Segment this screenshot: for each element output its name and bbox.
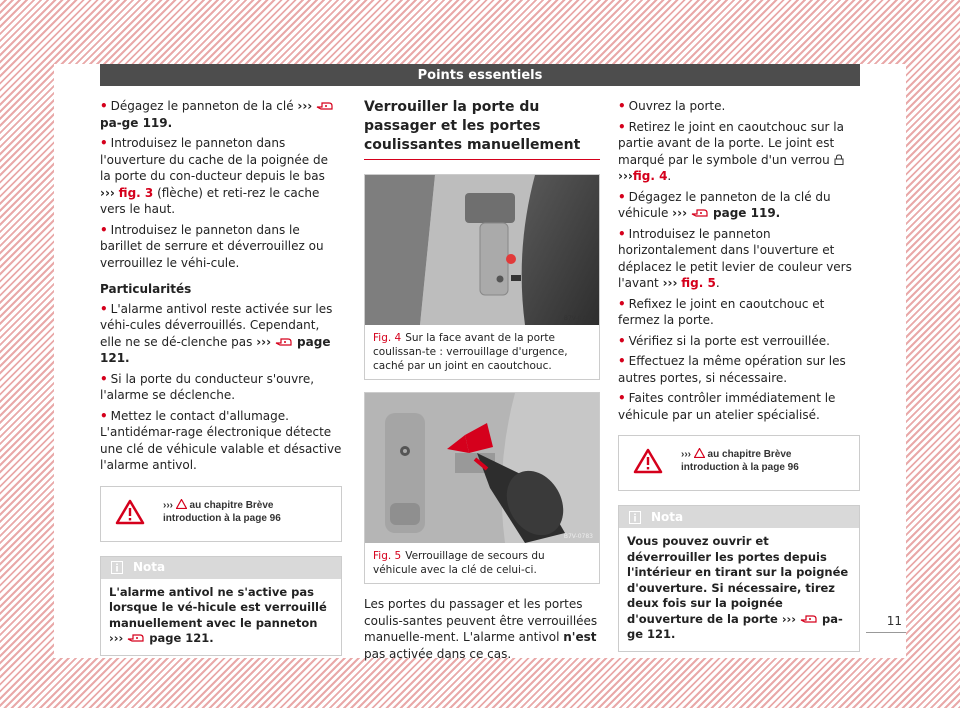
hand-pointer-icon	[800, 613, 818, 624]
door-lock-photo	[365, 175, 599, 325]
list-item: • Vérifiez si la porte est verrouillée.	[618, 333, 830, 348]
hand-pointer-icon	[275, 336, 293, 347]
section-subheading: Particularités	[100, 282, 192, 296]
note-box	[100, 556, 342, 656]
figure-label: Fig. 4	[373, 332, 402, 344]
list-item: • Dégagez le panneton de la clé du véhicule ››› page 119.	[618, 189, 831, 220]
figure-caption: Fig. 5 Verrouillage de secours du véhicule avec la clé de celui-ci.	[373, 550, 545, 576]
note-body: Vous pouvez ouvrir et déverrouiller les portes depuis l'intérieur en tirant sur la poignée d'ouverture. Si nécessaire, tirez deux fois sur la poignée d'ouverture de la porte ››› pa-ge 121.	[627, 534, 849, 641]
note-title: Nota	[651, 509, 684, 524]
column-left	[100, 98, 342, 656]
running-header-title: Points essentiels	[417, 67, 543, 83]
list-item: • Dégagez le panneton de la clé ››› pa-ge 119.	[100, 98, 342, 131]
list-item: • Ouvrez la porte.	[618, 99, 726, 113]
small-warning-icon	[176, 499, 187, 509]
door-edge-illustration	[365, 175, 599, 325]
figure-label: Fig. 5	[373, 550, 402, 562]
hand-pointer-icon	[316, 100, 334, 111]
list-item: • Introduisez le panneton dans l'ouverture du cache de la poignée de la porte du con-ducteur depuis le bas ››› fig. 3 (flèche) et reti-rez le cache vers le haut.	[100, 136, 328, 216]
info-icon	[629, 511, 641, 524]
list-item: • Si la porte du conducteur s'ouvre, l'alarme se déclenche.	[100, 371, 315, 402]
list-item: • Refixez le joint en caoutchouc et fermez la porte.	[618, 296, 825, 327]
list-item: • Effectuez la même opération sur les autres portes, si nécessaire.	[618, 354, 846, 385]
hand-pointer-icon	[127, 632, 145, 643]
running-header	[100, 64, 860, 86]
body-paragraph: Les portes du passager et les portes coulis-santes peuvent être verrouillées manuelle-ment. L'alarme antivol n'est pas activée dans ce cas.	[364, 597, 598, 661]
warning-box	[618, 435, 860, 491]
list-item: • L'alarme antivol reste activée sur les véhi-cules déverrouillés. Cependant, elle ne se dé-clenche pas ››› page 121.	[100, 301, 333, 365]
figure-code: B7V-0783	[563, 533, 593, 540]
note-title: Nota	[133, 560, 166, 575]
note-box	[618, 505, 860, 652]
page-number-rule	[866, 632, 906, 633]
figure-link[interactable]: fig. 5	[681, 276, 716, 290]
warning-box	[100, 486, 342, 542]
list-item: • Introduisez le panneton horizontalement dans l'ouverture et déplacez le petit levier de couleur vers l'avant ››› fig. 5.	[618, 226, 852, 290]
warning-text: ››› au chapitre Brève introduction à la page 96	[681, 449, 799, 473]
warning-triangle-icon	[115, 499, 145, 525]
note-body: L'alarme antivol ne s'active pas lorsque le vé-hicule est verrouillé manuellement avec le panneton ››› page 121.	[109, 584, 327, 645]
warning-triangle-icon	[633, 448, 663, 474]
hand-pointer-icon	[691, 207, 709, 218]
small-warning-icon	[694, 448, 705, 458]
key-in-lock-illustration	[365, 393, 599, 543]
figure-5	[364, 392, 600, 584]
key-unlock-photo	[365, 393, 599, 543]
list-item: • Mettez le contact d'allumage. L'antidémar-rage électronique détecte une clé de véhicule valable et désactive l'alarme antivol.	[100, 408, 342, 472]
list-item: • Faites contrôler immédiatement le véhicule par un atelier spécialisé.	[618, 391, 836, 422]
figure-code: B7V-0782	[563, 315, 593, 322]
list-item: • Introduisez le panneton dans le barillet de serrure et déverrouillez ou verrouillez le véhi-cule.	[100, 222, 324, 270]
lock-icon	[834, 154, 844, 165]
note-header	[101, 557, 341, 579]
figure-4	[364, 174, 600, 380]
warning-text: ››› au chapitre Brève introduction à la page 96	[163, 499, 281, 524]
section-heading: Verrouiller la porte du passager et les portes coulissantes manuellement	[364, 98, 600, 160]
note-header	[619, 506, 859, 528]
list-item: • Retirez le joint en caoutchouc sur la partie avant de la porte. Le joint est marqué par le symbole d'un verrou ›››fig. 4.	[618, 119, 844, 183]
column-middle	[364, 98, 600, 666]
figure-link[interactable]: fig. 3	[118, 185, 154, 200]
figure-link[interactable]: fig. 4	[632, 169, 668, 183]
column-right	[618, 98, 860, 652]
info-icon	[111, 561, 123, 574]
page-number: 11	[886, 614, 902, 628]
figure-caption: Fig. 4 Sur la face avant de la porte coulissan-te : verrouillage d'urgence, caché par un joint en caoutchouc.	[373, 332, 568, 372]
